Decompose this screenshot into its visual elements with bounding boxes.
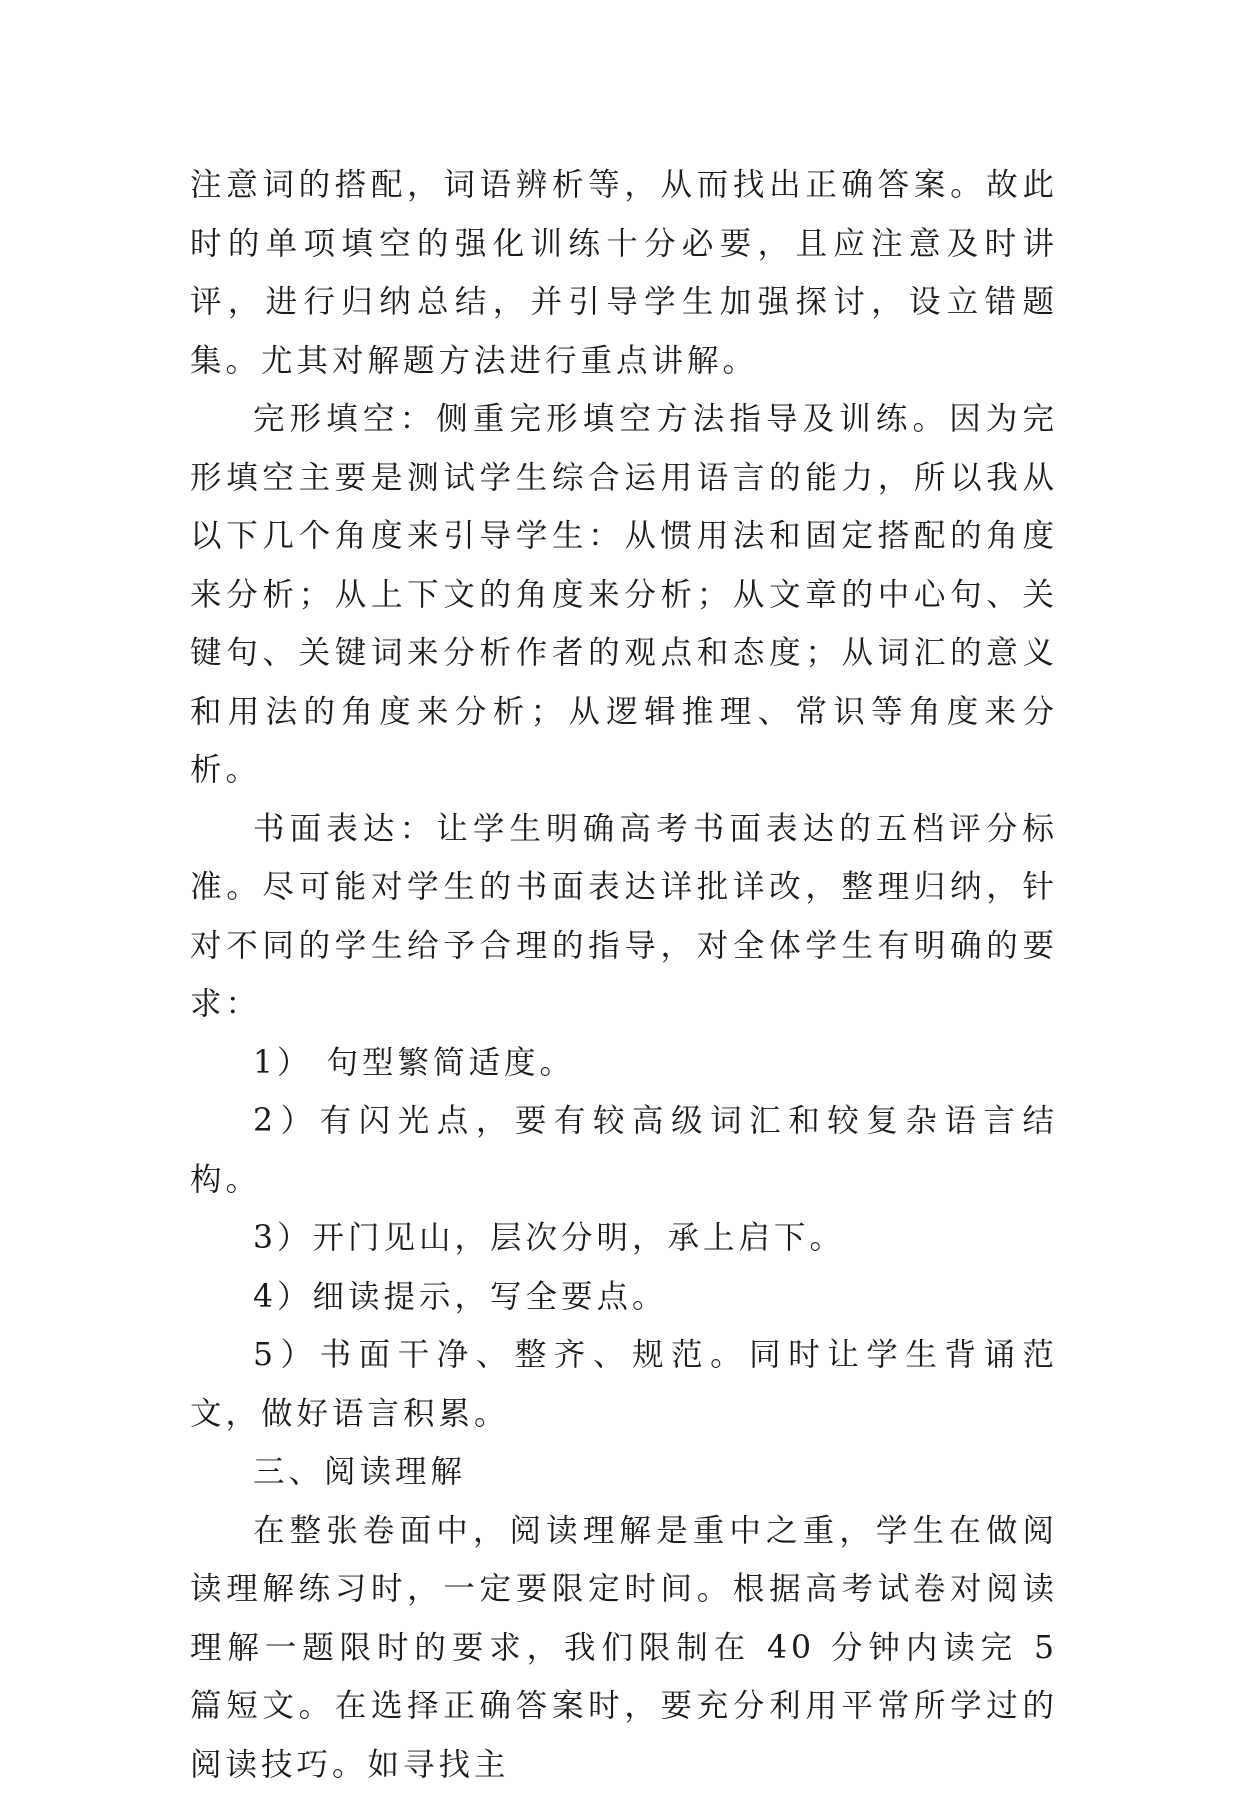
list-item-3: 3）开门见山，层次分明，承上启下。 — [190, 1209, 1058, 1268]
section-heading-reading: 三、阅读理解 — [190, 1443, 1058, 1502]
paragraph-cloze-test: 完形填空：侧重完形填空方法指导及训练。因为完形填空主要是测试学生综合运用语言的能力，所以我从以下几个角度来引导学生：从惯用法和固定搭配的角度来分析；从上下文的角度来分析；从文章的中心句、关键句、关键词来分析作者的观点和态度；从词汇的意义和用法的角度来分析；从逻辑推理、常识等角度来分析。 — [190, 390, 1058, 800]
list-item-1: 1） 句型繁简适度。 — [190, 1034, 1058, 1093]
list-item-5: 5）书面干净、整齐、规范。同时让学生背诵范文，做好语言积累。 — [190, 1326, 1058, 1443]
document-body — [190, 156, 1058, 1794]
list-item-4: 4）细读提示，写全要点。 — [190, 1268, 1058, 1327]
paragraph-written-expression: 书面表达：让学生明确高考书面表达的五档评分标准。尽可能对学生的书面表达详批详改，整理归纳，针对不同的学生给予合理的指导，对全体学生有明确的要求： — [190, 800, 1058, 1034]
list-item-2: 2）有闪光点，要有较高级词汇和较复杂语言结构。 — [190, 1092, 1058, 1209]
paragraph-vocabulary-practice: 注意词的搭配，词语辨析等，从而找出正确答案。故此时的单项填空的强化训练十分必要，且应注意及时讲评，进行归纳总结，并引导学生加强探讨，设立错题集。尤其对解题方法进行重点讲解。 — [190, 156, 1058, 390]
paragraph-reading-comprehension: 在整张卷面中，阅读理解是重中之重，学生在做阅读理解练习时，一定要限定时间。根据高考试卷对阅读理解一题限时的要求，我们限制在 40 分钟内读完 5 篇短文。在选择正确答案时，要充分利用平常所学过的阅读技巧。如寻找主 — [190, 1502, 1058, 1794]
